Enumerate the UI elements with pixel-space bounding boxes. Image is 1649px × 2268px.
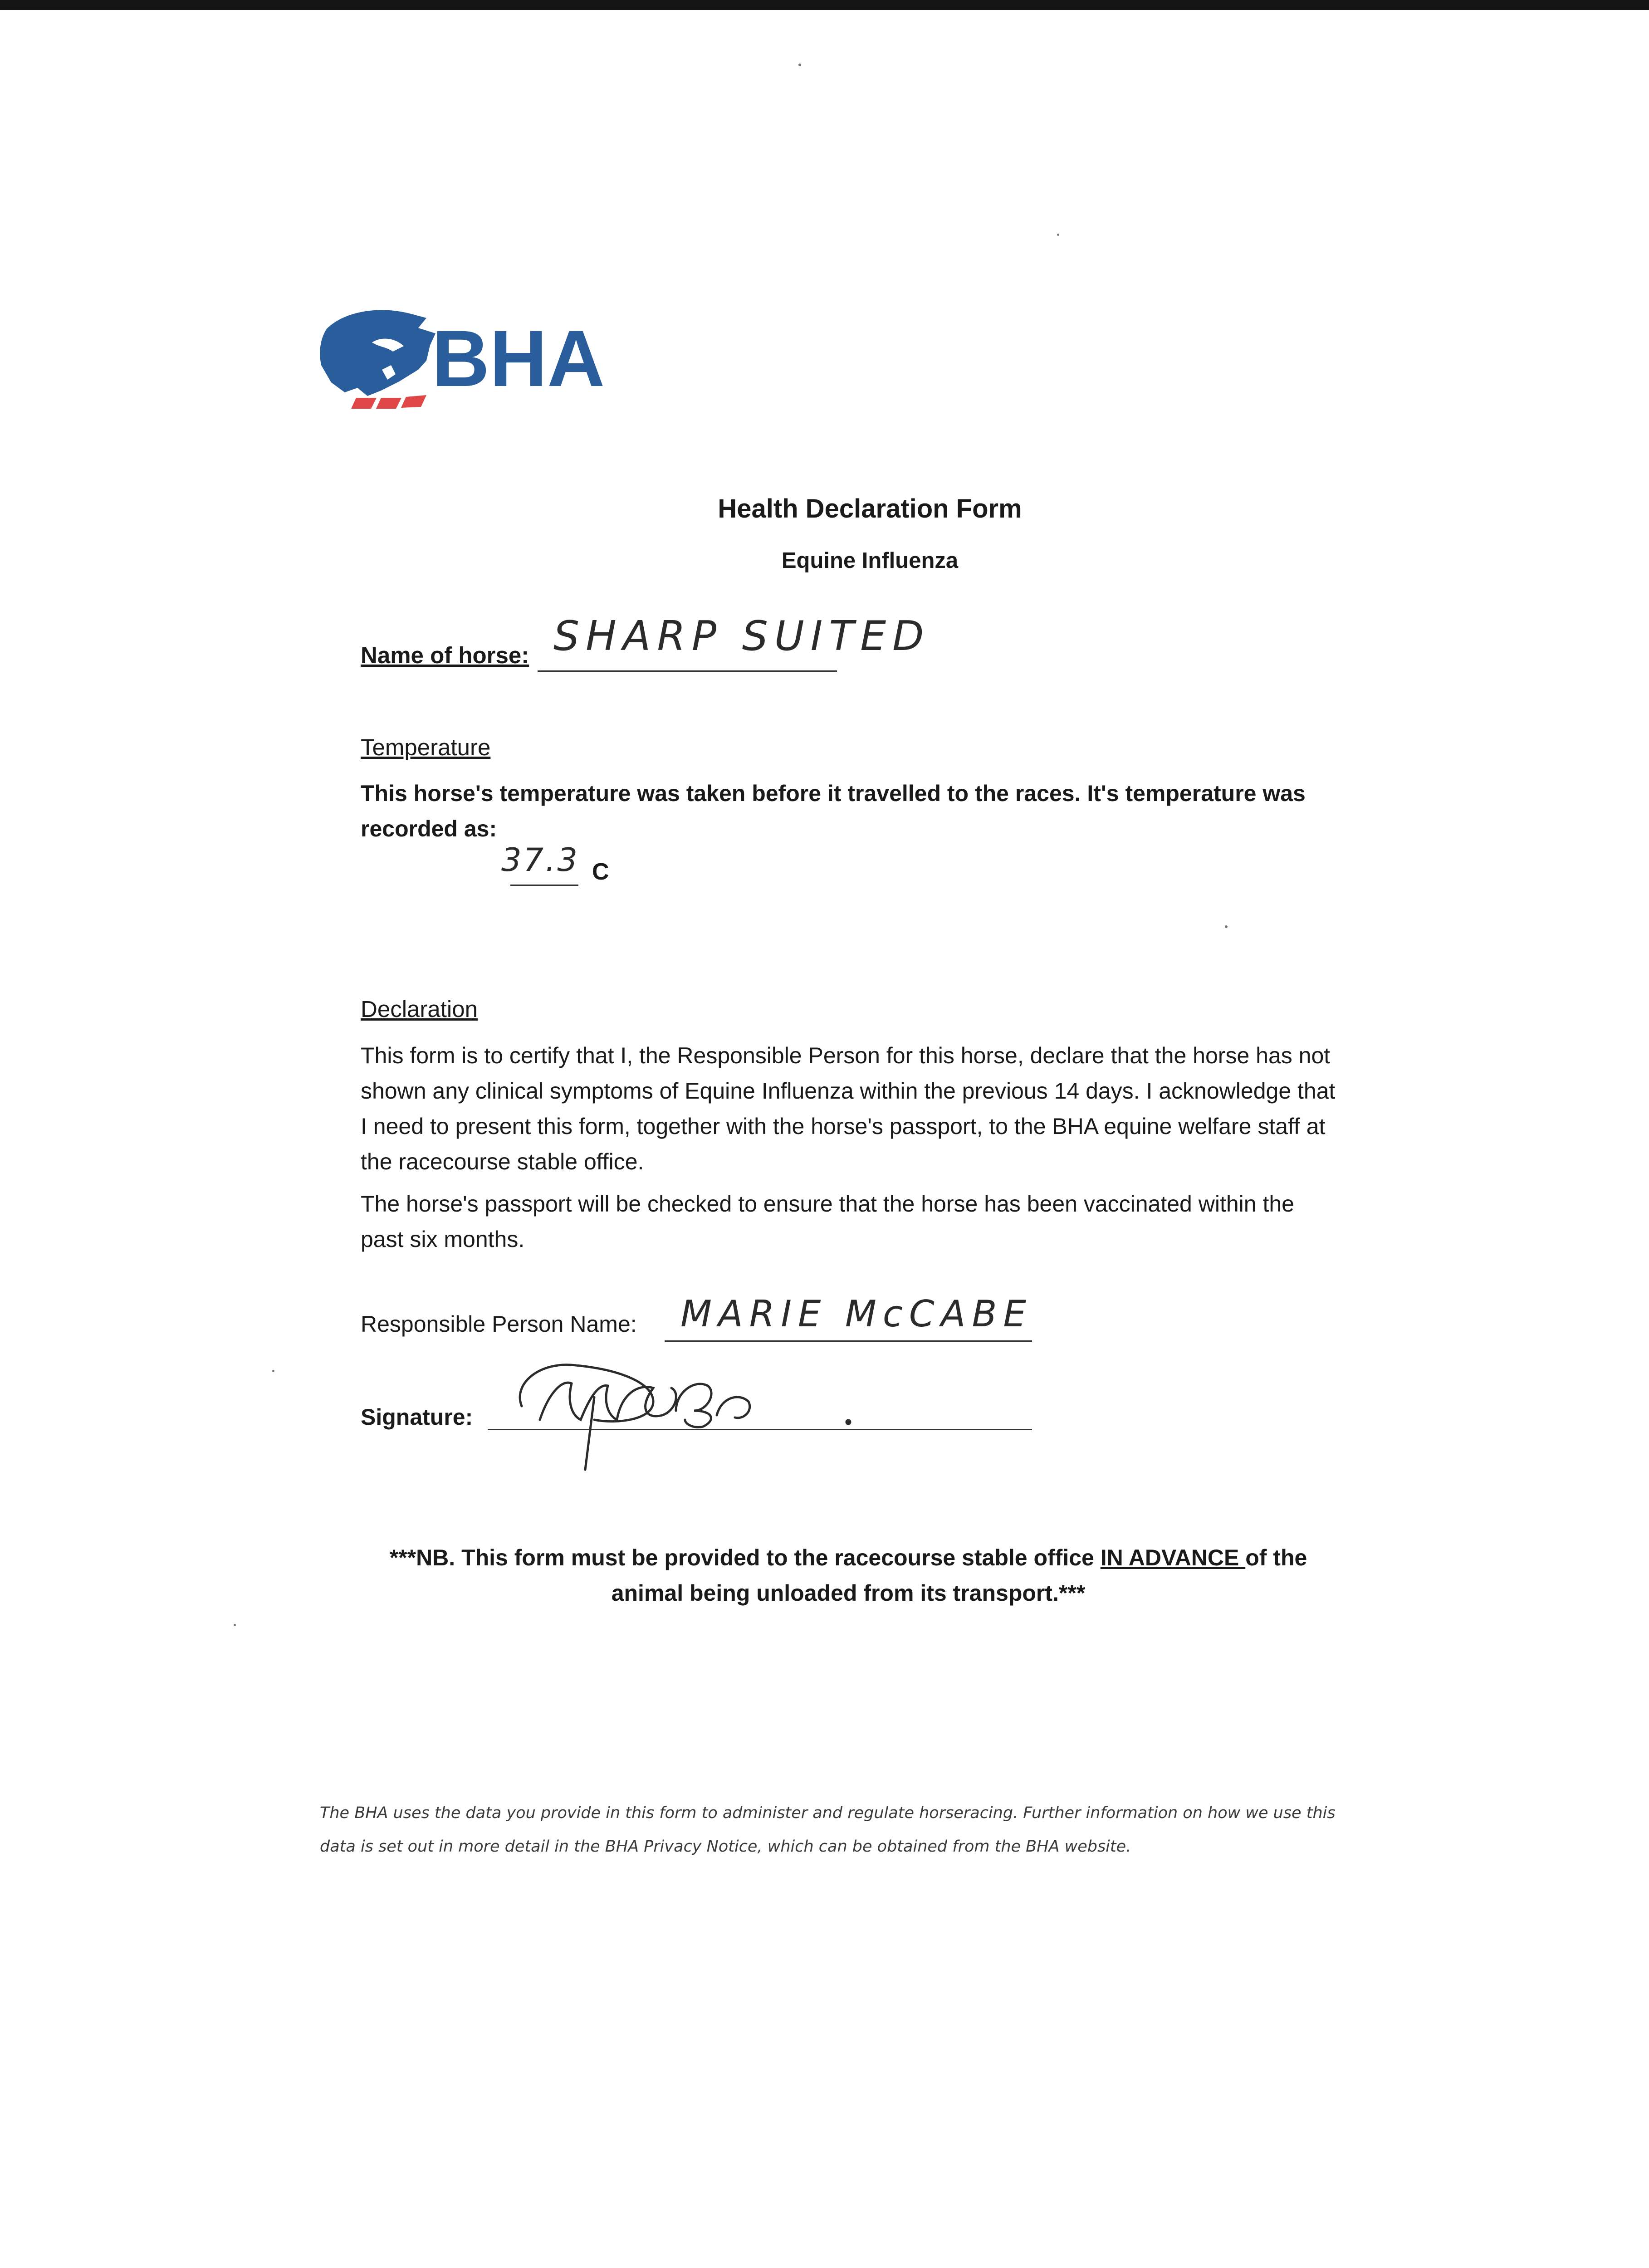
temperature-line xyxy=(510,885,578,886)
form-subtitle: Equine Influenza xyxy=(781,548,959,573)
scan-speck xyxy=(1225,925,1228,928)
logo-wordmark: BHA xyxy=(432,314,605,403)
horse-name-line xyxy=(538,670,837,672)
advance-notice xyxy=(354,1540,1343,1611)
privacy-footer: The BHA uses the data you provide in this form to administer and regulate horseracing. Further information on how we use this data is set out in more detail in the BHA Privacy Notice, which can be obtained from the BHA website. xyxy=(320,1804,1336,1856)
responsible-person-label: Responsible Person Name: xyxy=(361,1311,637,1337)
scan-speck xyxy=(1057,234,1059,236)
bha-logo xyxy=(313,302,612,411)
temperature-unit: C xyxy=(592,859,609,885)
temperature-text: This horse's temperature was taken before it travelled to the races. It's temperature was recorded as: xyxy=(361,781,1306,841)
horse-name-value[interactable]: SHARP SUITED xyxy=(553,612,930,660)
signature-label: Signature: xyxy=(361,1404,473,1430)
declaration-paragraph-1: This form is to certify that I, the Responsible Person for this horse, declare that the horse has not shown any clinical symptoms of Equine Influenza within the previous 14 days. I acknowledge that I need to present this form, together with the horse's passport, to the BHA equine welfare staff at the racecourse stable office. xyxy=(361,1043,1336,1174)
notice-suffix: of the animal being unloaded from its transport.*** xyxy=(611,1545,1307,1606)
responsible-person-value[interactable]: MARIE McCABE xyxy=(680,1293,1032,1335)
temperature-value[interactable]: 37.3 xyxy=(501,841,579,879)
responsible-person-line xyxy=(665,1340,1032,1342)
scan-speck xyxy=(234,1624,236,1626)
declaration-paragraph-2: The horse's passport will be checked to ensure that the horse has been vaccinated within the past six months. xyxy=(361,1191,1294,1252)
horse-head-icon xyxy=(313,302,612,411)
notice-emphasis: IN ADVANCE xyxy=(1100,1545,1246,1570)
scan-top-edge xyxy=(0,0,1649,10)
signature-drawing[interactable] xyxy=(504,1343,866,1479)
notice-prefix: ***NB. This form must be provided to the racecourse stable office xyxy=(389,1545,1101,1570)
scan-speck xyxy=(798,64,801,66)
declaration-heading: Declaration xyxy=(361,996,478,1022)
temperature-heading: Temperature xyxy=(361,734,491,760)
horse-name-label: Name of horse: xyxy=(361,642,529,668)
scan-speck xyxy=(272,1370,274,1372)
form-title: Health Declaration Form xyxy=(718,494,1022,523)
